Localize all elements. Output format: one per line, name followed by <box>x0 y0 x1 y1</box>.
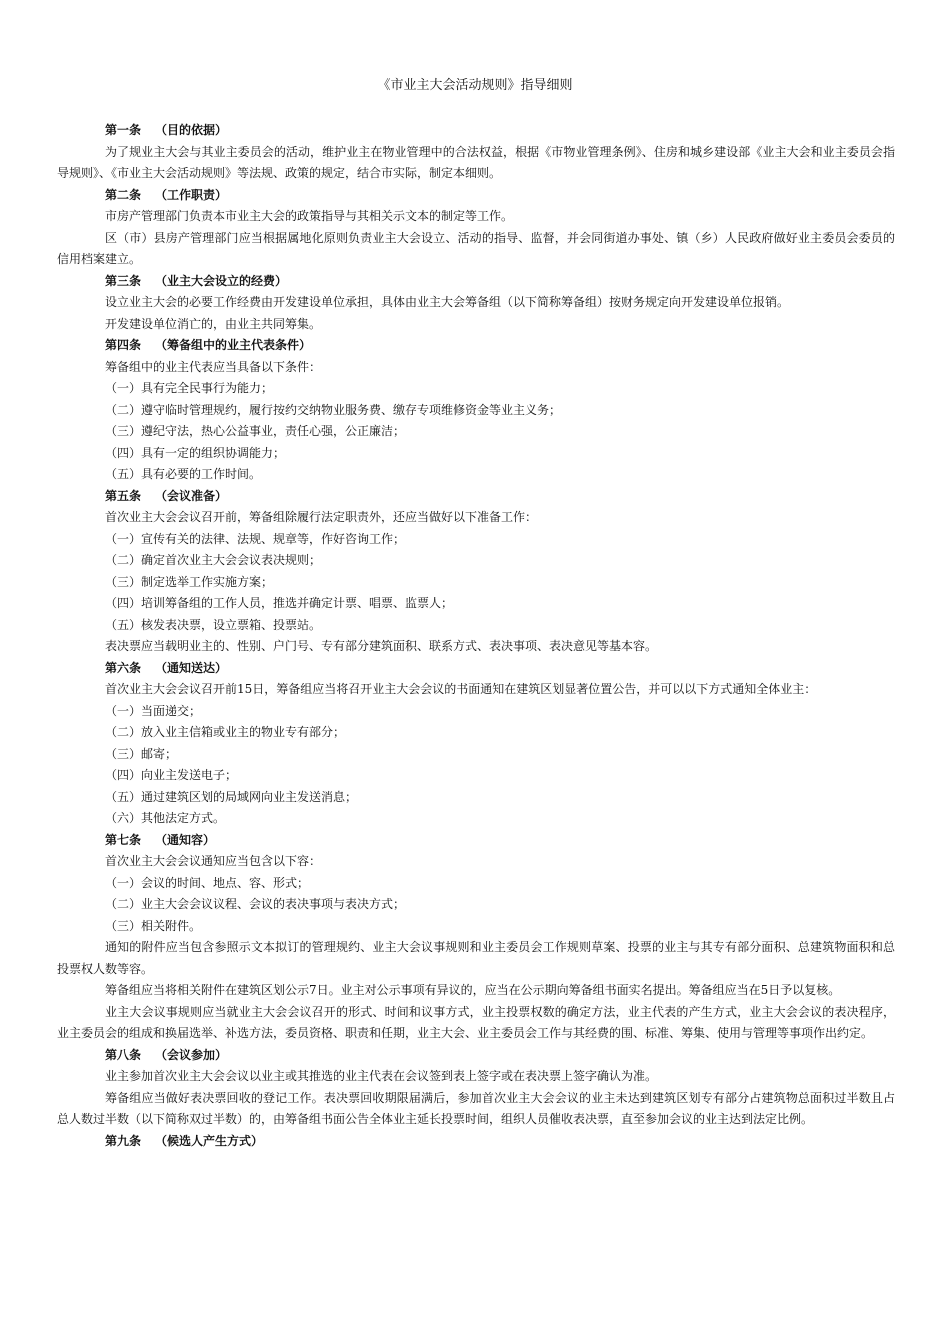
list-item: （六）其他法定方式。 <box>105 811 226 825</box>
paragraph: 筹备组应当将相关附件在建筑区划公示7日。业主对公示事项有异议的，应当在公示期向筹备组书面实名提出。筹备组应当在5日予以复核。 <box>105 983 841 997</box>
paragraph: 首次业主大会会议召开前15日，筹备组应当将召开业主大会会议的书面通知在建筑区划显著位置公告，并可以以下方式通知全体业主： <box>105 682 817 696</box>
article-heading <box>57 120 895 142</box>
paragraph: 市房产管理部门负责本市业主大会的政策指导与其相关示文本的制定等工作。 <box>105 209 514 223</box>
list-item: （三）制定选举工作实施方案； <box>105 574 274 589</box>
article-title: （通知送达） <box>155 660 228 675</box>
paragraph: 首次业主大会会议召开前，筹备组除履行法定职责外，还应当做好以下准备工作： <box>105 510 538 524</box>
article-heading <box>57 1045 895 1067</box>
paragraph: 表决票应当载明业主的、性别、户门号、专有部分建筑面积、联系方式、表决事项、表决意见等基本容。 <box>105 639 658 653</box>
list-item: （三）遵纪守法，热心公益事业，责任心强，公正廉洁； <box>105 424 406 438</box>
article-heading <box>57 830 895 852</box>
list-item: （二）业主大会会议议程、会议的表决事项与表决方式； <box>105 897 406 911</box>
paragraph: 开发建设单位消亡的，由业主共同筹集。 <box>105 316 322 331</box>
article-title: （目的依据） <box>155 123 228 137</box>
article-number: 第三条 <box>105 273 142 288</box>
list-item: （二）确定首次业主大会会议表决规则； <box>105 553 322 567</box>
paragraph: 设立业主大会的必要工作经费由开发建设单位承担，具体由业主大会筹备组（以下简称筹备组）按财务规定向开发建设单位报销。 <box>105 295 790 309</box>
article-title: （筹备组中的业主代表条件） <box>155 338 312 352</box>
paragraph: 区（市）县房产管理部门应当根据属地化原则负责业主大会设立、活动的指导、监督，并会同街道办事处、镇（乡）人民政府做好业主委员会委员的信用档案建立。 <box>57 230 895 266</box>
list-item: （五）通过建筑区划的局域网向业主发送消息； <box>105 789 358 804</box>
list-item: （一）宣传有关的法律、法规、规章等，作好咨询工作； <box>105 531 406 546</box>
article-number: 第一条 <box>105 123 142 137</box>
paragraph: 首次业主大会会议通知应当包含以下容： <box>105 854 322 868</box>
list-item: （四）具有一定的组织协调能力； <box>105 445 286 460</box>
list-item: （三）邮寄； <box>105 746 178 761</box>
article-title: （通知容） <box>155 832 216 847</box>
article-number: 第八条 <box>105 1047 142 1062</box>
article-title: （业主大会设立的经费） <box>155 273 288 288</box>
article-number: 第五条 <box>105 488 142 503</box>
article-number: 第九条 <box>105 1133 142 1148</box>
article-heading <box>57 271 895 293</box>
article-number: 第四条 <box>105 338 142 352</box>
article-heading <box>57 335 895 357</box>
list-item: （二）放入业主信箱或业主的物业专有部分； <box>105 725 346 739</box>
document-body <box>57 120 895 1152</box>
list-item: （一）具有完全民事行为能力； <box>105 381 274 395</box>
article-title: （工作职责） <box>155 187 228 202</box>
paragraph: 业主大会议事规则应当就业主大会会议召开的形式、时间和议事方式，业主投票权数的确定方法，业主代表的产生方式，业主大会会议的表决程序，业主委员会的组成和换届选举、补选方法，委员资格、职责和任期，业主大会、业主委员会工作与其经费的围、标准、筹集、使用与管理等事项作出约定。 <box>57 1004 895 1040</box>
list-item: （四）培训筹备组的工作人员，推选并确定计票、唱票、监票人； <box>105 596 454 610</box>
list-item: （五）具有必要的工作时间。 <box>105 467 262 481</box>
document-title: 《市业主大会活动规则》指导细则 <box>377 78 573 93</box>
article-heading <box>57 486 895 508</box>
list-item: （一）当面递交； <box>105 703 202 718</box>
list-item: （一）会议的时间、地点、容、形式； <box>105 875 310 890</box>
article-number: 第六条 <box>105 660 142 675</box>
paragraph: 筹备组中的业主代表应当具备以下条件： <box>105 359 322 374</box>
article-title: （会议准备） <box>155 488 228 503</box>
list-item: （三）相关附件。 <box>105 918 202 933</box>
paragraph: 业主参加首次业主大会会议以业主或其推选的业主代表在会议签到表上签字或在表决票上签字确认为准。 <box>105 1069 658 1083</box>
list-item: （二）遵守临时管理规约，履行按约交纳物业服务费、缴存专项维修资金等业主义务； <box>105 402 562 417</box>
article-heading <box>57 658 895 680</box>
article-number: 第二条 <box>105 187 142 202</box>
article-heading <box>57 1131 895 1153</box>
article-title: （候选人产生方式） <box>155 1133 264 1148</box>
list-item: （五）核发表决票，设立票箱、投票站。 <box>105 617 322 632</box>
paragraph: 筹备组应当做好表决票回收的登记工作。表决票回收期限届满后，参加首次业主大会会议的业主未达到建筑区划专有部分占建筑物总面积过半数且占总人数过半数（以下简称双过半数）的，由筹备组书面公告全体业主延长投票时间，组织人员催收表决票，直至参加会议的业主达到法定比例。 <box>57 1090 895 1126</box>
list-item: （四）向业主发送电子； <box>105 768 238 782</box>
article-heading <box>57 185 895 207</box>
paragraph: 通知的附件应当包含参照示文本拟订的管理规约、业主大会议事规则和业主委员会工作规则草案、投票的业主与其专有部分面积、总建筑物面积和总投票权人数等容。 <box>57 940 895 976</box>
article-number: 第七条 <box>105 832 142 847</box>
paragraph: 为了规业主大会与其业主委员会的活动，维护业主在物业管理中的合法权益，根据《市物业管理条例》、住房和城乡建设部《业主大会和业主委员会指导规则》、《市业主大会活动规则》等法规、政策的规定，结合市实际，制定本细则。 <box>57 144 895 180</box>
article-title: （会议参加） <box>155 1047 228 1062</box>
